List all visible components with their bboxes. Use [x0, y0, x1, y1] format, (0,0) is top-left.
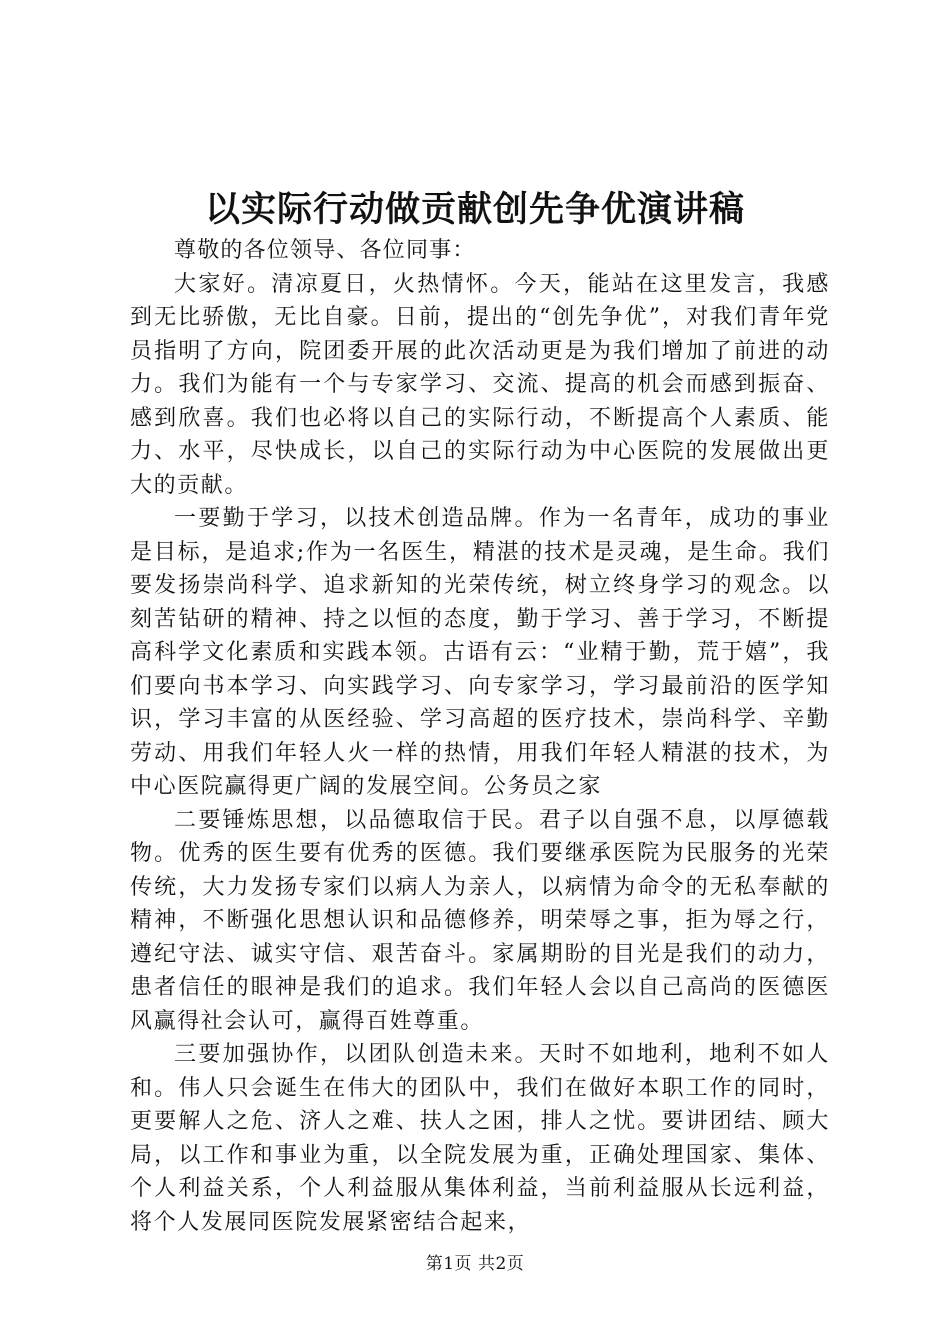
page-number-footer: 第1页 共2页 [425, 1254, 525, 1274]
paragraph-teamwork: 三要加强协作，以团队创造未来。天时不如地利，地利不如人和。伟人只会诞生在伟大的团队中，我们在做好本职工作的同时，更要解人之危、济人之难、扶人之困，排人之忧。要讲团结、顾大局，以工作和事业为重，以全院发展为重，正确处理国家、集体、个人利益关系，个人利益服从集体利益，当前利益服从长远利益，将个人发展同医院发展紧密结合起来， [130, 1042, 830, 1235]
document-title: 以实际行动做贡献创先争优演讲稿 [204, 189, 745, 230]
document-body [130, 234, 830, 1239]
paragraph-ethics: 二要锤炼思想，以品德取信于民。君子以自强不息，以厚德载物。优秀的医生要有优秀的医德。我们要继承医院为民服务的光荣传统，大力发扬专家们以病人为亲人，以病情为命令的无私奉献的精神，不断强化思想认识和品德修养，明荣辱之事，拒为辱之行，遵纪守法、诚实守信、艰苦奋斗。家属期盼的目光是我们的动力，患者信任的眼神是我们的追求。我们年轻人会以自己高尚的医德医风赢得社会认可，赢得百姓尊重。 [130, 807, 830, 1034]
salutation: 尊敬的各位领导、各位同事： [174, 238, 476, 263]
paragraph-study: 一要勤于学习，以技术创造品牌。作为一名青年，成功的事业是目标，是追求;作为一名医生，精湛的技术是灵魂，是生命。我们要发扬崇尚科学、追求新知的光荣传统，树立终身学习的观念。以刻苦钻研的精神、持之以恒的态度，勤于学习、善于学习，不断提高科学文化素质和实践本领。古语有云：“业精于勤，荒于嬉”，我们要向书本学习、向实践学习、向专家学习，学习最前沿的医学知识，学习丰富的从医经验、学习高超的医疗技术，崇尚科学、辛勤劳动、用我们年轻人火一样的热情，用我们年轻人精湛的技术，为中心医院赢得更广阔的发展空间。公务员之家 [130, 506, 830, 799]
paragraph-greeting: 大家好。清凉夏日，火热情怀。今天，能站在这里发言，我感到无比骄傲，无比自豪。日前，提出的“创先争优”，对我们青年党员指明了方向，院团委开展的此次活动更是为我们增加了前进的动力。我们为能有一个与专家学习、交流、提高的机会而感到振奋、感到欣喜。我们也必将以自己的实际行动，不断提高个人素质、能力、水平，尽快成长，以自己的实际行动为中心医院的发展做出更大的贡献。 [130, 271, 830, 498]
